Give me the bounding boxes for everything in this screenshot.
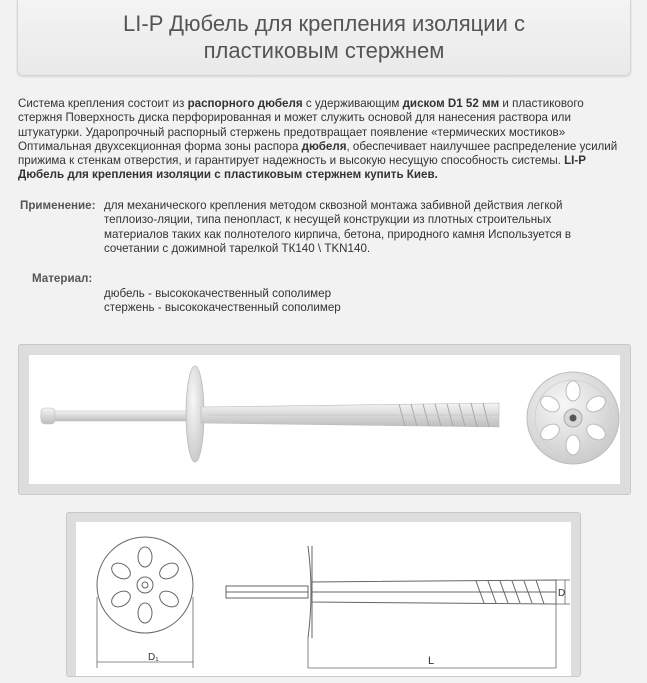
l-label: L bbox=[428, 655, 435, 667]
intro-bold-2: диском D1 52 мм bbox=[402, 97, 500, 110]
pin-head bbox=[41, 408, 55, 424]
intro-paragraph bbox=[18, 97, 630, 183]
product-photo-frame bbox=[18, 344, 631, 495]
material-text bbox=[104, 287, 504, 316]
technical-drawing bbox=[76, 522, 571, 676]
application-line: для механического крепления методом сквозной монтажа забивной действия легкой bbox=[104, 199, 563, 212]
pin-shaft bbox=[41, 411, 191, 421]
page-title bbox=[18, 0, 630, 64]
intro-bold-3: дюбеля bbox=[301, 139, 347, 153]
d-label: D bbox=[558, 588, 566, 599]
page-title-line1: LI-P Дюбель для крепления изоляции с bbox=[123, 11, 525, 36]
washer-disc-front bbox=[527, 372, 619, 464]
dowel-dimension-drawing bbox=[76, 522, 573, 678]
application-line: теплоизо-ляции, типа пенопласт, к несущей конструкции из плотных строительных bbox=[104, 213, 552, 227]
application-text bbox=[104, 199, 604, 256]
page-title-box bbox=[17, 0, 631, 76]
material-label: Материал: bbox=[32, 272, 93, 285]
material-line: дюбель - высококачественный сополимер bbox=[104, 287, 332, 300]
technical-drawing-frame bbox=[66, 512, 581, 677]
application-line: материалов таких как полнотелого кирпича, бетона, природного камня Используется в bbox=[104, 227, 572, 241]
intro-bold-4: LI-P Дюбель для крепления изоляции с пластиковым стержнем купить Киев. bbox=[18, 154, 586, 182]
intro-text-3: и пластикового стержня Поверхность диска перфорированная и может служить основой для нанесения раствора или штукатурки. Ударопрочный распорный стержень предотвращает появление «термических мостиков» Оптимальная двухсекционная форма зоны распора bbox=[18, 97, 584, 153]
dowel-side-view bbox=[226, 546, 556, 638]
material-line: стержень - высококачественный сополимер bbox=[104, 301, 341, 315]
dowel-photo-illustration bbox=[29, 355, 620, 484]
intro-text-1: Система крепления состоит из bbox=[18, 97, 188, 110]
product-photo bbox=[29, 355, 620, 484]
intro-text-4: , обеспечивает наилучшее распределение усилий прижима к стенкам отверстия, и гарантирует надежность и высокую несущую способность системы. bbox=[18, 139, 618, 168]
d1-label: D₁ bbox=[148, 652, 159, 663]
application-line: сочетании с дожимной тарелкой ТК140 \ TKN140. bbox=[104, 241, 371, 255]
intro-bold-1: распорного дюбеля bbox=[187, 97, 303, 110]
page-title-line2: пластиковым стержнем bbox=[203, 38, 445, 63]
intro-text-2: с удерживающим bbox=[302, 97, 403, 110]
application-label: Применение: bbox=[20, 199, 96, 212]
